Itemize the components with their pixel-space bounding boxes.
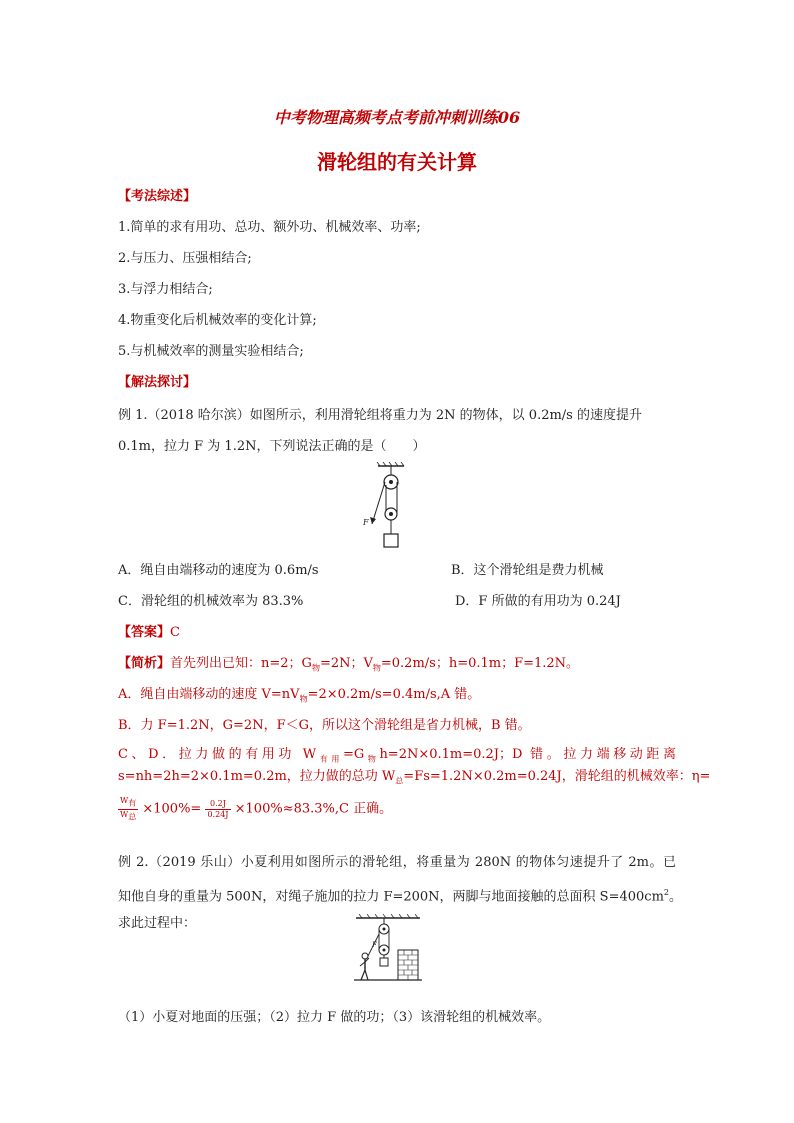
overview-item-4: 4.物重变化后机械效率的变化计算;	[118, 313, 317, 328]
fraction-denominator: W	[120, 809, 129, 819]
subscript: 物	[311, 663, 320, 673]
analysis-line-b: B．力 F=1.2N，G=2N，F＜G，所以这个滑轮组是省力机械，B 错。	[118, 718, 531, 733]
answer-label: 【答案】	[118, 625, 171, 640]
overview-item-5: 5.与机械效率的测量实验相结合;	[118, 344, 304, 359]
example2-text: 知他自身的重量为 500N，对绳子施加的拉力 F=200N，两脚与地面接触的总面积 S=400cm	[118, 889, 664, 905]
example1-question-line2: 0.1m，拉力 F 为 1.2N，下列说法正确的是（ ）	[118, 439, 426, 454]
analysis-cd-text: =G	[342, 747, 365, 762]
overview-heading: 【考法综述】	[118, 189, 197, 204]
analysis-cd-text: =Fs=1.2N×0.2m=0.24J，滑轮组的机械效率：η=	[403, 769, 711, 784]
subscript: 总	[395, 776, 404, 786]
document-subtitle: 滑轮组的有关计算	[317, 150, 477, 174]
analysis-line-given	[118, 655, 579, 678]
answer-line	[118, 624, 180, 642]
efficiency-formula	[118, 796, 392, 823]
superscript: 2	[663, 888, 669, 897]
fraction-numerator: W	[120, 796, 129, 805]
analysis-cd-text: C、D．拉力做的有用功 W	[118, 747, 317, 762]
document-title: 中考物理高频考点考前冲刺训练06	[273, 108, 521, 127]
example1-question-line1: 例 1.（2018 哈尔滨）如图所示，利用滑轮组将重力为 2N 的物体，以 0.2m/s 的速度提升	[118, 408, 642, 423]
subscript: 有	[128, 798, 137, 808]
analysis-label: 【简析】	[118, 656, 171, 671]
analysis-line-cd2	[118, 768, 710, 791]
fraction-numerator: 0.2J	[205, 799, 230, 810]
analysis-line-cd1	[118, 746, 676, 769]
subscript: 总	[128, 812, 137, 822]
overview-item-3: 3.与浮力相结合;	[118, 282, 213, 297]
analysis-given-text: 首先列出已知：n=2；G	[170, 656, 312, 671]
fraction-denominator: 0.24J	[207, 809, 229, 819]
overview-item-1: 1.简单的求有用功、总功、额外功、机械效率、功率;	[118, 220, 421, 235]
example2-question-line1: 例 2.（2019 乐山）小夏利用如图所示的滑轮组，将重量为 280N 的物体匀速提升了 2m。已	[118, 855, 676, 870]
answer-value: C	[170, 625, 180, 640]
example2-question-line2	[118, 884, 682, 906]
pulley-figure-1	[366, 462, 426, 554]
analysis-cd-text: s=nh=2h=2×0.1m=0.2m，拉力做的总功 W	[118, 769, 396, 784]
analysis-a-text: A．绳自由端移动的速度 V=nV	[118, 687, 300, 702]
figure2-force-label: F	[372, 941, 377, 949]
analysis-a-text: =2×0.2m/s=0.4m/s,A 错。	[307, 687, 481, 702]
analysis-line-a	[118, 686, 480, 709]
subscript: 物	[299, 694, 308, 704]
example2-subquestions: （1）小夏对地面的压强；（2）拉力 F 做的功；（3）该滑轮组的机械效率。	[118, 1010, 551, 1025]
formula-text: ×100%=	[142, 801, 202, 817]
option-c: C．滑轮组的机械效率为 83.3%	[118, 594, 304, 609]
option-d: D．F 所做的有用功为 0.24J	[455, 594, 621, 609]
pulley-figure-2	[354, 914, 422, 984]
analysis-given-text: =2N；V	[319, 656, 373, 671]
subscript: 物	[364, 754, 380, 764]
option-a: A．绳自由端移动的速度为 0.6m/s	[118, 563, 319, 578]
subscript: 物	[372, 663, 381, 673]
figure1-force-label: F	[363, 518, 369, 527]
subscript: 有用	[316, 754, 343, 764]
formula-text: ×100%≈83.3%,C 正确。	[234, 801, 393, 817]
analysis-given-text: =0.2m/s；h=0.1m；F=1.2N。	[380, 656, 580, 671]
option-b: B．这个滑轮组是费力机械	[451, 563, 604, 578]
overview-item-2: 2.与压力、压强相结合;	[118, 251, 252, 266]
example2-question-line3: 求此过程中：	[118, 916, 197, 931]
example2-text: 。	[669, 889, 683, 905]
fraction-work	[118, 796, 138, 822]
analysis-cd-text: h=2N×0.1m=0.2J；D 错。拉力端移动距离	[379, 747, 677, 762]
fraction-values	[205, 799, 230, 820]
methods-heading: 【解法探讨】	[118, 375, 197, 390]
